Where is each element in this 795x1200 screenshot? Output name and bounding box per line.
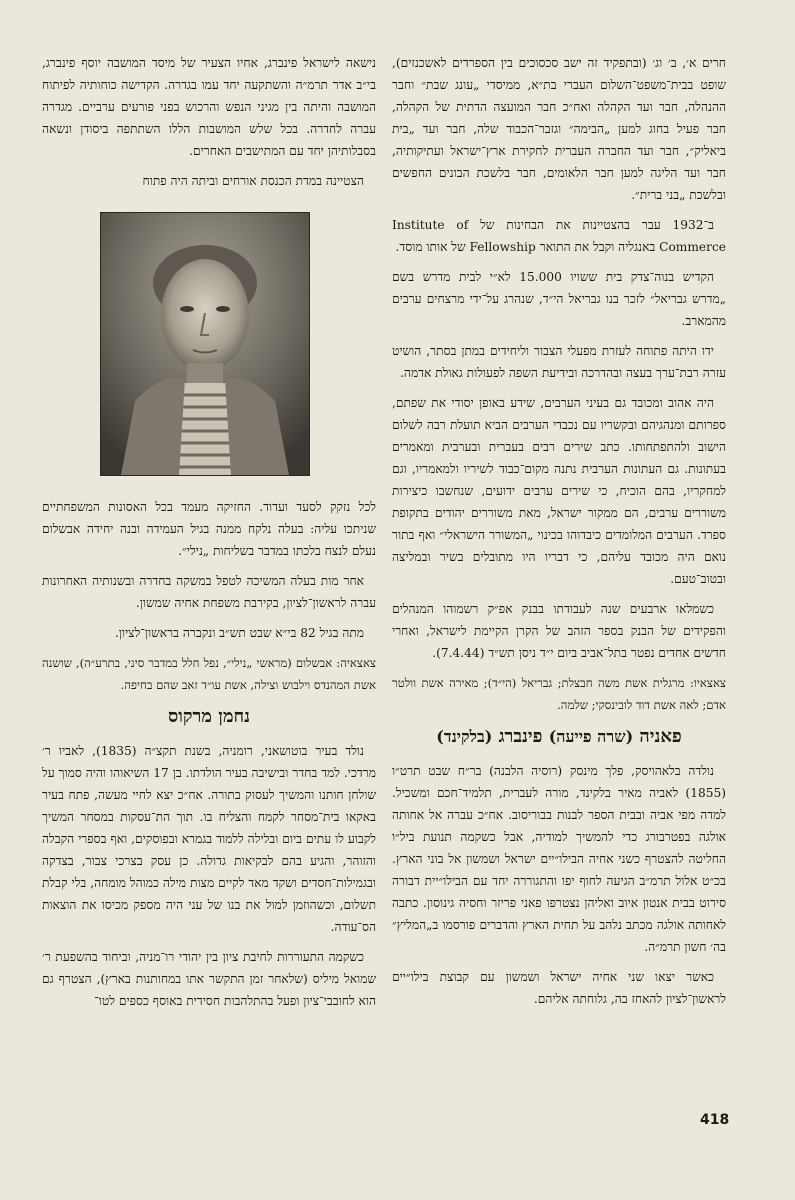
right-column [392, 52, 726, 1018]
entry-title-markus: נחמן מרקוס [167, 706, 251, 727]
paragraph: נולד בעיר בוטושאני, רומניה, בשנת תקצ״ה (1835), לאביו ר׳ מרדכי. למד בחדר ובישיבה בעיר הולדתו. בן 17 השיאוהו והיה סמוך על שולחן חותנו והמשיך לעסוק בתורה. אח״כ יצא לחיי מעשה, פתח בעיר באקאו בית־מסחר לקמח והצליח בו. תוך הת־עסקות במסחר המשיך לקבוע לו עתים ביום ובלילה ללמוד בגמרא ובפוסקים, ואף בספרי הקבלה והזוהר, והגיע בהם לבקיאות גדולה. כן עסק בצרכי צבור, בצדקה ובגמילות־חסדים ושקד מאד לקיים מצות מילה כמוהל מומחה, בלי קבלת תשלום, וכשהוזמן למול את בנו של עני היה מספק מכיסו את הוצאות הס־עודה. [42, 744, 376, 934]
paragraph: כאשר יצאו שני אחיה ישראל ושמשון עם קבוצת בילו״יים לראשון־לציון להאחז בה, גלוחתה אליהם. [392, 970, 726, 1006]
entry-title-maiden-name: (בלקינד) [436, 727, 493, 746]
paragraph: כשמלאו ארבעים שנה לעבודתו בבנק אפ״ק רשמוהו המנהלים והפקידים של הבנק בספר הזהב של הקרן הקיימת לישראל, ואחרי חדשים אחדים נפטר בתל־אביב ביום י״ד ניסן תש״ד (7.4.44). [392, 602, 726, 660]
paragraph: לכל נזקק לסעד ועדוד. החזיקה מעמד בכל האסונות המשפחתיים שניתכו עליה: בעלה נלקח ממנה בגיל העמידה ובנה יחידה אבשלום נעלם לנצח בלכתו במדבר בשליחות „נילי״. [42, 500, 376, 558]
paragraph: נישאה לישראל פינברג, אחיו הצעיר של מיסד המושבה יוסף פינברג, בי״ב אדר תרמ״ה והשתקעה יחד עמו בגדרה. הקדישה כוחותיה לפיתוח המושבה והיתה בין מגיני הנפש והרכוש בפני פורעים ערביים. מגדרה עברה לחדרה. בכל שלש המושבות הללו השתתפה ביסודן ונשאה בסבלותיהן יחד עם המתישבים האחרים. [42, 56, 376, 158]
paragraph: נולדה בלאהויסק, פלך מינסק (רוסיה הלבנה) בר״ח שבט תרט״ו (1855) לאביה מאיר בלקינד, מורה לעברית, תלמיד־חכם ומשכיל. למדה מפי אביה ובבית הספר לבנות בבוריסוב. אח״כ עברה אל אחותה אולגה בפטרבורג כדי להמשיך למודיה, אבל כשקמה תנועת ביל״ו החליטה להצטרף כשני אחיה הבילו״יים ישראל ושמשון אל בוני הארץ. בכ״ט אלול תרמ״ב הגיעה לחוף יפו והתגוררה יחד עם הבילו״יית דבורה סירוט בבית אנטון איוב ואליהן נצטרפו פאני פריזר וחסיה גינוסון. כתבה לאחותה אולגה מכתב נלהב על תחית הארץ והדברים פורסמו ב„המליץ״ בה׳ חשון תרמ״ה. [392, 764, 726, 954]
portrait-illustration [101, 213, 309, 475]
offspring-list: צאצאיו: מרגלית אשת משה חבצלת; גבריאל (הי״ד); מאירה אשת וולטר אדם; לאה אשת דוד לובינסקי; שלמה. [392, 676, 726, 712]
entry-title-surname: פינברג [498, 726, 543, 747]
paragraph: חרים א׳, ב׳ וג׳ (ובתפקיד זה ישב סכסוכים בין הספרדים לאשכנזים), שופט בבית־משפט־השלום העברי בת״א, ממיסדי „עונג שבת״ וחבר ההנהלה, חבר ועד הקהלה ואח״כ חבר המועצה הדתית של הקהלה, חבר פעיל בחוג למען „הבימה״ וגזבר־הכבוד שלה, חבר ועד „בית ביאליק״, חבר ועד החברה העברית לחקירת ארץ־ישראל ועתיקותיה, חבר ועד הליגה למען חבר הלאומים, חבר בלשכת הבונים החפשים ובלשכת „בני ברית״. [392, 56, 726, 202]
page-number: 418 [700, 1112, 730, 1128]
paragraph: היה אהוב ומכובד גם בעיני הערבים, שידע באופן יסודי את שפתם, ספרותם ומנהגיהם ובקשריו עם נכבדי הערבים הביא תועלת רבה לשלום הישוב ולהתפתחותו. כתב שירים רבים בעברית ובערבית ומאמרים בעתונות. גם העתונות הערבית נתנה מקום־כבוד לשיריו ולמאמריו, וגם למחקריו, בהם הוכיח, כי שירים ערבים ידועים, שנחשבו כיצירות משוררים ערבים, הם ממקור ישראל, מאת משוררים יהודים בתקופת ספרד. הערבים המלומדים כיבדוהו בכינוי „המשורר הישראלי״ ואף בתור נואם היה מכובד עליהם, כי דבריו היו מתובלים בשיר ובמליצה ובטוב־טעם. [392, 396, 726, 586]
paragraph: מתה בגיל 82 בי״א שבט תש״ב ונקברה בראשון־לציון. [114, 626, 364, 640]
entry-title-alt-name: (שרה פייעה) [548, 727, 634, 746]
entry-title-feinberg [392, 724, 726, 750]
left-column [42, 52, 376, 1020]
entry-title-first-name: פאניה [639, 726, 682, 747]
offspring-list: צאצאיה: אבשלום (מראשי „נילי״, נפל חלל במדבר סיני, בתרע״ה), שושנה אשת המהנדס וילבוש וצילה, אשת עו״ד זאב שהם בחיפה. [42, 656, 376, 692]
paragraph: ב־1932 עבר בהצטיינות את הבחינות של Institute of Commerce באנגליה וקבל את התואר Fellowship של אותו מוסד. [392, 218, 726, 254]
paragraph: אחר מות בעלה המשיכה לטפל במשקה בחדרה ובשנותיה האחרונות עברה לראשון־לציון, בקירבת משפחת אחיה שמשון. [42, 574, 376, 610]
paragraph: ידו היתה פתוחה לעזרת מפעלי הצבור וליחידים במתן בסתר, הושיט עזרה רבת־ערך בעצה ובהדרכה ובידיעת השפה לפעולות גאולת אדמה. [392, 344, 726, 380]
paragraph: הצטיינה במדת הכנסת אורחים וביתה היה פתוח [142, 174, 364, 188]
portrait-photo-icon [100, 212, 310, 476]
paragraph: כשקמה התעוררות לחיבת ציון בין יהודי רו־מניה, וביחוד בהשפעת ר׳ שמואל מיליס (שלאחר זמן התקשר אתו במחותנות בארץ), הצטרף גם הוא לחובבי־ציון ופעל בהתלהבות חסידית באוסף כספים לטו־ [42, 950, 376, 1008]
paragraph: הקדיש בנוה־צדק בית ששויו 15.000 לא״י לבית מדרש בשם „מדרש גבריאל״ לזכר בנו גבריאל הי״ד, שנהרג על־ידי מרצחים ערבים מהמארב. [392, 270, 726, 328]
